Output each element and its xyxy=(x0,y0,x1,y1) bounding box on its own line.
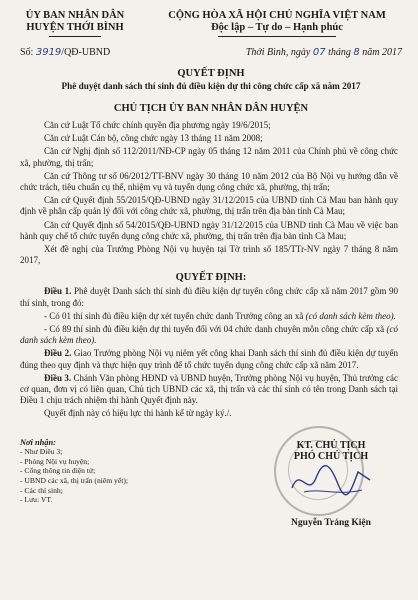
document-number-prefix: Số: xyxy=(20,47,34,58)
signer-role-title: CHỦ TỊCH xyxy=(315,439,366,451)
document-subtitle: Phê duyệt danh sách thí sinh đủ điều kiện dự thi công chức cấp xã năm 2017 xyxy=(61,81,361,91)
document-footer xyxy=(20,424,402,536)
document-number xyxy=(20,47,110,58)
issue-year: năm 2017 xyxy=(362,47,402,58)
article-1-bullet xyxy=(20,311,402,322)
signature-block xyxy=(256,424,406,534)
preamble-item: Căn cứ Nghị định số 112/2011/NĐ-CP ngày 05 tháng 12 năm 2011 của Chính phủ về công chức xã, phường, thị trấn; xyxy=(20,146,398,168)
article-3 xyxy=(20,373,402,407)
decision-heading: QUYẾT ĐỊNH: xyxy=(175,272,247,284)
national-motto xyxy=(152,10,402,37)
recipients-list xyxy=(20,438,128,505)
recipient-item: - UBND các xã, thị trấn (niêm yết); xyxy=(20,476,128,486)
article-1-bullet-text: - Có 01 thí sinh đủ điều kiện dự xét tuyển chức danh Trưởng công an xã xyxy=(44,310,304,321)
signer-sub-role: PHÓ CHỦ TỊCH xyxy=(293,450,369,462)
preamble-item: Căn cứ Quyết định số 54/2015/QĐ-UBND ngày 31/12/2015 của UBND tỉnh Cà Mau về việc ban hành quy chế tổ chức tuyển dụng công chức xã, phường, thị trấn trên địa bàn tỉnh Cà Mau; xyxy=(20,219,398,241)
articles xyxy=(20,286,402,419)
reference-line xyxy=(20,47,402,58)
recipient-item: - Lưu: VT. xyxy=(20,495,53,505)
recipient-item: - Các thí sinh; xyxy=(20,485,63,495)
article-2 xyxy=(20,348,402,370)
article-2-text: Giao Trưởng phòng Nội vụ niêm yết công khai Danh sách thí sinh đủ điều kiện dự tuyển đúng theo quy định và thực hiện quy trình để tổ chức tuyển dụng công chức cấp xã năm 2017. xyxy=(20,348,399,370)
article-1-bullet xyxy=(20,324,402,346)
document-title: QUYẾT ĐỊNH xyxy=(177,68,245,79)
preamble-item: Căn cứ Luật Tổ chức chính quyền địa phương ngày 19/6/2015; xyxy=(44,120,271,130)
issuing-official-heading: CHỦ TỊCH ỦY BAN NHÂN DÂN HUYỆN xyxy=(113,103,309,114)
header-left-rule xyxy=(49,36,101,37)
signer-name: Nguyễn Tráng Kiện xyxy=(291,517,371,528)
issuing-authority-line1: ỦY BAN NHÂN DÂN xyxy=(25,10,125,21)
issue-place-date xyxy=(246,47,402,58)
recipients-heading: Nơi nhận: xyxy=(20,437,56,447)
handwritten-signature xyxy=(286,458,376,502)
issuing-authority-line2: HUYỆN THỚI BÌNH xyxy=(26,22,124,33)
article-3-label: Điều 3. xyxy=(44,372,72,383)
article-1-bullet-text: - Có 89 thí sinh đủ điều kiện dự thi tuyển đối với 04 chức danh chuyên môn công chức cấp xã xyxy=(44,324,385,335)
document-number-suffix: /QĐ-UBND xyxy=(61,47,111,58)
document-number-handwritten: 3919 xyxy=(35,47,62,58)
header-right-rule xyxy=(218,36,336,37)
preamble-item: Căn cứ Luật Cán bộ, công chức ngày 13 tháng 11 năm 2008; xyxy=(44,133,263,144)
article-1-bullet-note: (có danh sách kèm theo). xyxy=(305,310,396,321)
article-3-text: Chánh Văn phòng HĐND và UBND huyện, Trưởng phòng Nội vụ huyện, Thủ trưởng các cơ quan, đơn vị có liên quan, Chủ tịch UBND các xã, thị trấn và các thí sinh có tên trong Danh sách tại Điều 1 chịu trách nhiệm thi hành Quyết định này. xyxy=(20,372,399,406)
preamble xyxy=(20,120,402,266)
national-name: CỘNG HÒA XÃ HỘI CHỦ NGHĨA VIỆT NAM xyxy=(168,10,386,21)
issue-day-handwritten: 07 xyxy=(312,47,326,58)
article-1-label: Điều 1. xyxy=(44,286,72,297)
issue-month-handwritten: 8 xyxy=(353,47,360,58)
preamble-item: Xét đề nghị của Trưởng Phòng Nội vụ huyện tại Tờ trình số 185/TTr-NV ngày 7 tháng 8 năm 2017, xyxy=(20,244,398,266)
article-2-label: Điều 2. xyxy=(44,348,72,359)
recipient-item: - Cổng thông tin điện tử; xyxy=(20,466,96,476)
recipient-item: - Phòng Nội vụ huyện; xyxy=(20,456,90,466)
article-1-bullet-note: (có danh sách kèm theo). xyxy=(20,324,399,346)
article-1 xyxy=(20,286,402,308)
issuing-authority xyxy=(20,10,130,37)
signer-role-prefix: KT. xyxy=(296,439,313,451)
issue-month-label: tháng xyxy=(328,47,351,58)
article-1-text: Phê duyệt Danh sách thí sinh đủ điều kiện dự tuyển công chức cấp xã năm 2017 gồm 90 thí sinh, trong đó: xyxy=(20,286,399,308)
effective-clause: Quyết định này có hiệu lực thi hành kể từ ngày ký./. xyxy=(44,408,232,419)
document-header xyxy=(20,10,402,37)
issue-place: Thới Bình, ngày xyxy=(245,47,311,58)
motto-line: Độc lập – Tự do – Hạnh phúc xyxy=(211,22,343,33)
recipient-item: - Như Điều 3; xyxy=(20,447,63,457)
preamble-item: Căn cứ Thông tư số 06/2012/TT-BNV ngày 30 tháng 10 năm 2012 của Bộ Nội vụ hướng dẫn về chức trách, tiêu chuẩn cụ thể, nhiệm vụ và tuyển dụng công chức xã, phường, thị trấn; xyxy=(20,170,398,193)
preamble-item: Căn cứ Quyết định 55/2015/QĐ-UBND ngày 31/12/2015 của UBND tỉnh Cà Mau ban hành quy định về phân cấp quản lý đối với công chức xã, phường, thị trấn trên địa bàn tỉnh Cà Mau; xyxy=(20,195,398,217)
